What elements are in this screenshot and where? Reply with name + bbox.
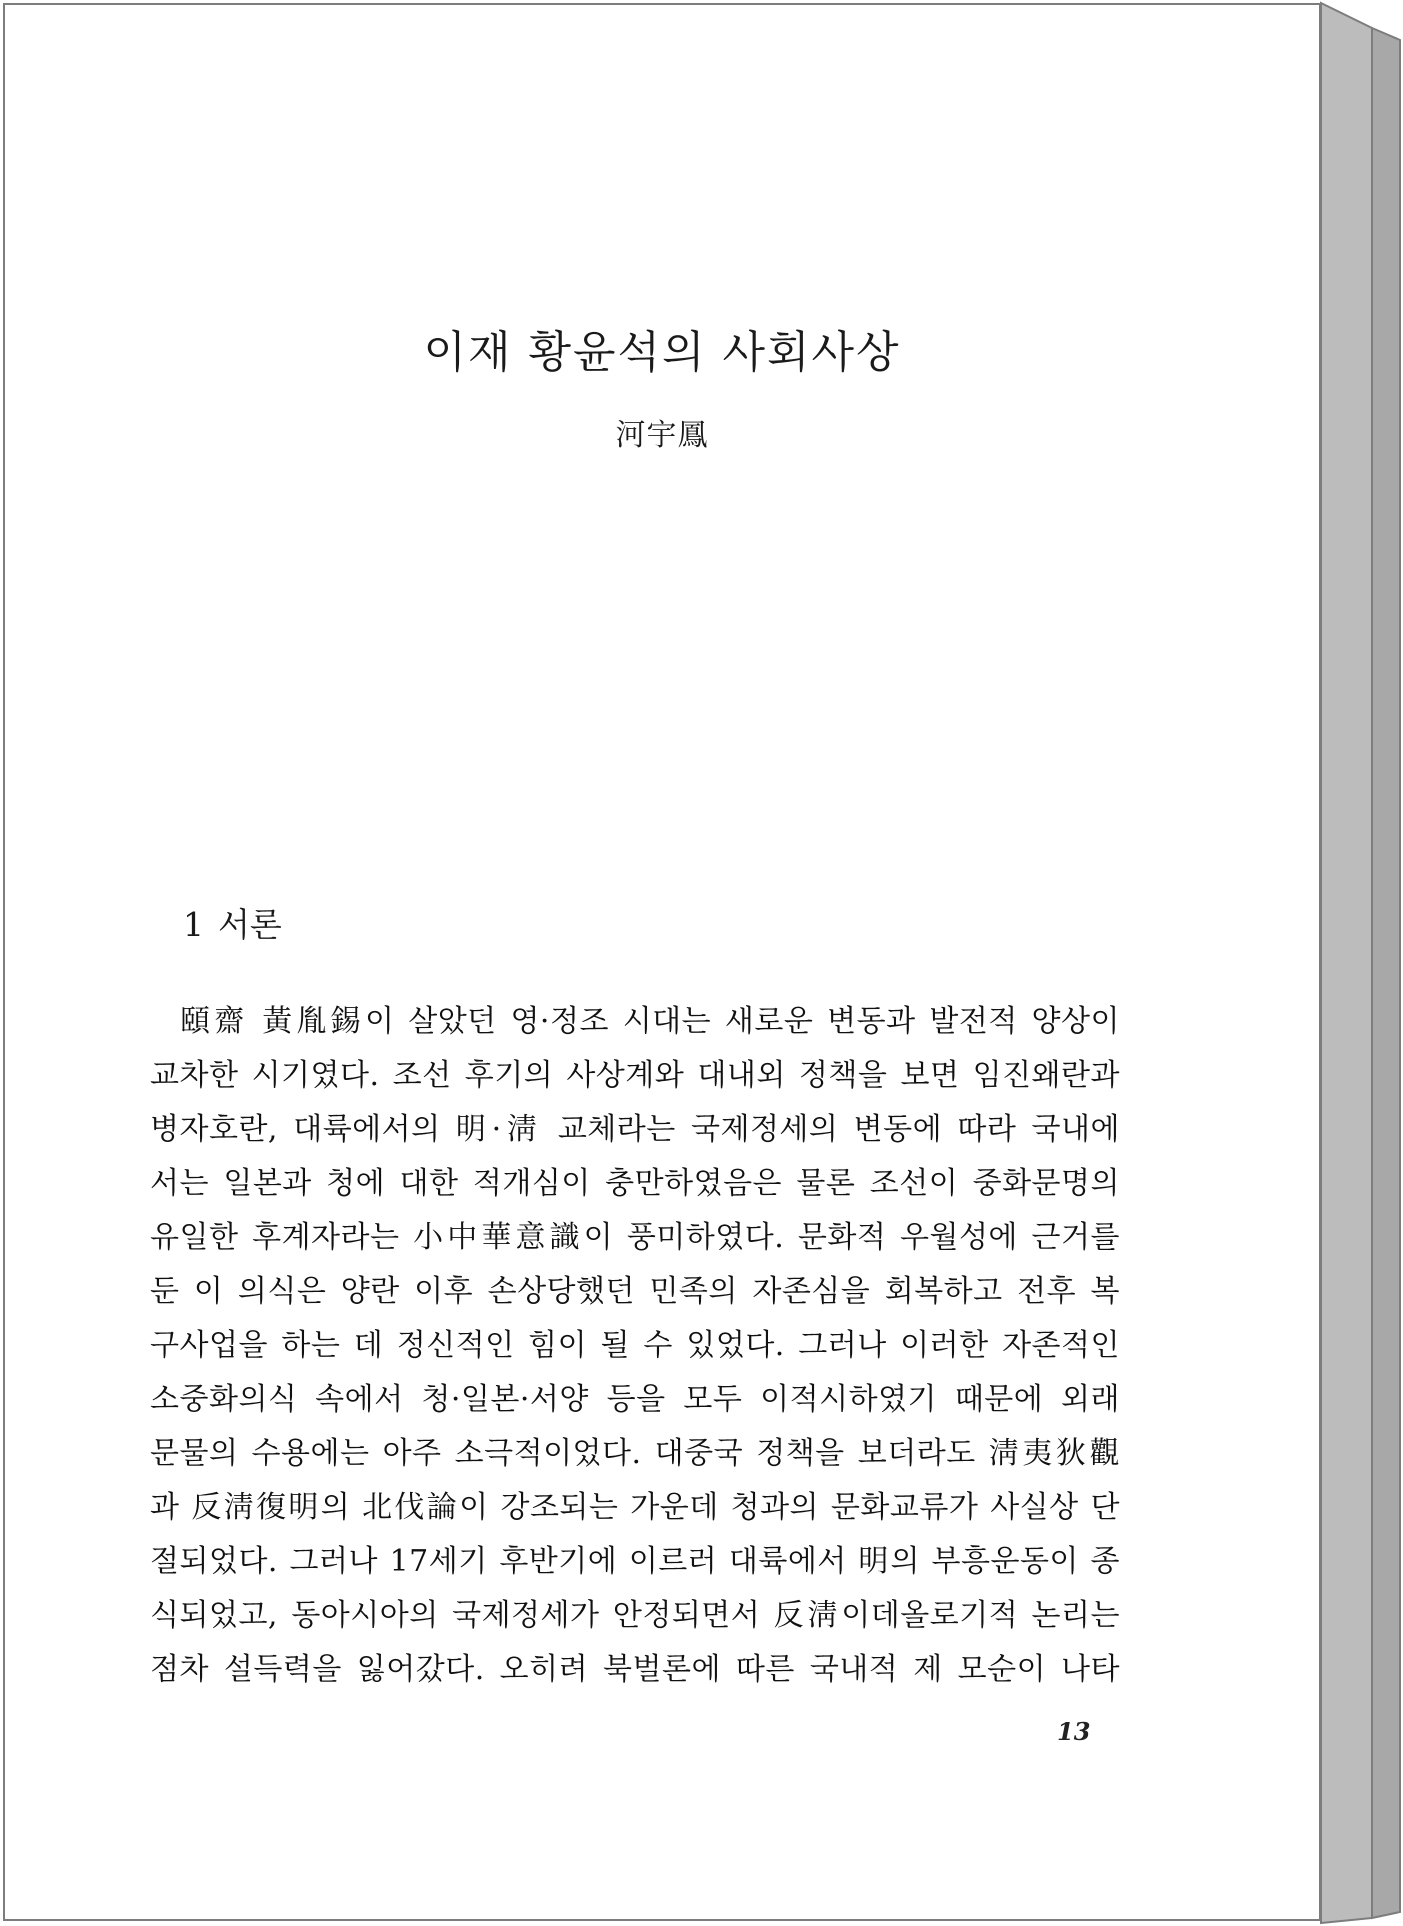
text-line: 문물의 수용에는 아주 소극적이었다. 대중국 정책을 보더라도 淸夷狄觀 <box>150 1436 1120 1471</box>
text-line: 서는 일본과 청에 대한 적개심이 충만하였음은 물론 조선이 중화문명의 <box>150 1166 1120 1201</box>
text-line: 절되었다. 그러나 17세기 후반기에 이르러 대륙에서 明의 부흥운동이 종 <box>150 1544 1120 1579</box>
text-line: 둔 이 의식은 양란 이후 손상당했던 민족의 자존심을 회복하고 전후 복 <box>150 1274 1120 1309</box>
text-line: 식되었고, 동아시아의 국제정세가 안정되면서 反淸이데올로기적 논리는 <box>150 1598 1120 1633</box>
body-paragraph <box>150 995 1120 1697</box>
book-page <box>3 3 1321 1921</box>
page-number: 13 <box>1057 1717 1091 1746</box>
section-number: 1 <box>183 905 204 944</box>
section-heading <box>183 899 282 946</box>
article-title: 이재 황윤석의 사회사상 <box>423 327 901 379</box>
author-name: 河宇鳳 <box>615 418 709 453</box>
text-line: 소중화의식 속에서 청·일본·서양 등을 모두 이적시하였기 때문에 외래 <box>150 1382 1120 1417</box>
text-line: 점차 설득력을 잃어갔다. 오히려 북벌론에 따른 국내적 제 모순이 나타 <box>150 1652 1120 1687</box>
section-title: 서론 <box>218 905 282 944</box>
text-line: 병자호란, 대륙에서의 明·淸 교체라는 국제정세의 변동에 따라 국내에 <box>150 1112 1120 1147</box>
text-line: 頤齋 黃胤錫이 살았던 영·정조 시대는 새로운 변동과 발전적 양상이 <box>180 1004 1120 1039</box>
text-line: 교차한 시기였다. 조선 후기의 사상계와 대내외 정책을 보면 임진왜란과 <box>150 1058 1120 1093</box>
text-line: 구사업을 하는 데 정신적인 힘이 될 수 있었다. 그러나 이러한 자존적인 <box>150 1328 1120 1363</box>
text-line: 과 反淸復明의 北伐論이 강조되는 가운데 청과의 문화교류가 사실상 단 <box>150 1490 1120 1525</box>
text-line: 유일한 후계자라는 小中華意識이 풍미하였다. 문화적 우월성에 근거를 <box>150 1220 1120 1255</box>
